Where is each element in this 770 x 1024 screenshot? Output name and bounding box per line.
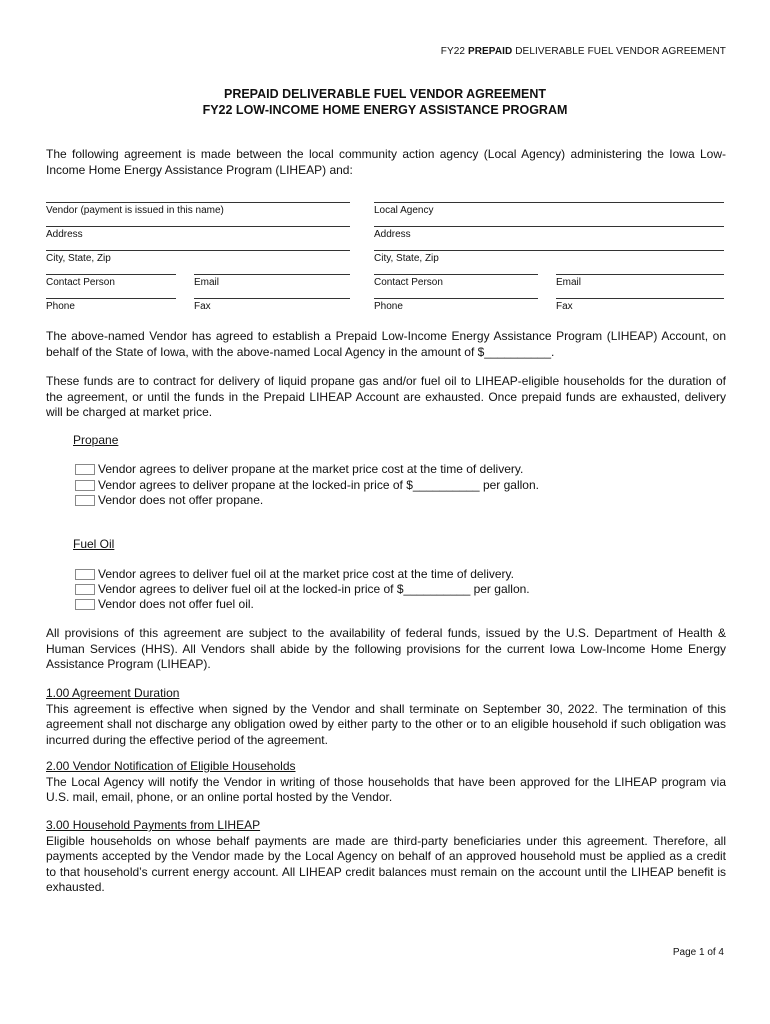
vendor-email-field[interactable]: Email xyxy=(194,274,350,289)
agency-email-field[interactable]: Email xyxy=(556,274,724,289)
running-header: FY22 PREPAID DELIVERABLE FUEL VENDOR AGREEMENT xyxy=(440,46,726,57)
vendor-address-field[interactable]: Address xyxy=(46,226,350,241)
page-number: Page 1 of 4 xyxy=(672,947,724,958)
checkbox[interactable] xyxy=(75,480,95,491)
vendor-contact-field[interactable]: Contact Person xyxy=(46,274,176,289)
agency-fax-field[interactable]: Fax xyxy=(556,298,724,313)
section-body: This agreement is effective when signed by the Vendor and shall terminate on September 30, 2022. The termination of this agreement shall not discharge any obligation owed by either party to the other or to an eligible household if such obligation was incurred during the effective period of the agreement. xyxy=(46,701,726,747)
fuel-oil-heading: Fuel Oil xyxy=(73,537,115,551)
section-heading: 1.00 Agreement Duration xyxy=(46,686,180,700)
account-paragraph: The above-named Vendor has agreed to establish a Prepaid Low-Income Energy Assistance Program (LIHEAP) Account, on behalf of the State of Iowa, with the above-named Local Agency in the amount of $__________. xyxy=(46,329,726,359)
section-body: The Local Agency will notify the Vendor in writing of those households that have been approved for the LIHEAP program via U.S. mail, email, phone, or an online portal hosted by the Vendor. xyxy=(46,774,726,804)
agency-contact-field[interactable]: Contact Person xyxy=(374,274,538,289)
local-agency-field[interactable]: Local Agency xyxy=(374,202,724,217)
provisions-paragraph: All provisions of this agreement are subject to the availability of federal funds, issued by the U.S. Department of Health & Human Services (HHS). All Vendors shall abide by the following provisions for the current Iowa Low-Income Home Energy Assistance Program (LIHEAP). xyxy=(46,626,726,671)
propane-option-none[interactable]: Vendor does not offer propane. xyxy=(75,493,263,507)
vendor-fax-field[interactable]: Fax xyxy=(194,298,350,313)
section-3 xyxy=(46,818,726,896)
agency-city-field[interactable]: City, State, Zip xyxy=(374,250,724,265)
checkbox[interactable] xyxy=(75,569,95,580)
section-heading: 3.00 Household Payments from LIHEAP xyxy=(46,818,261,832)
fuel-oil-option-none[interactable]: Vendor does not offer fuel oil. xyxy=(75,597,254,611)
checkbox[interactable] xyxy=(75,495,95,506)
checkbox[interactable] xyxy=(75,599,95,610)
checkbox[interactable] xyxy=(75,464,95,475)
vendor-phone-field[interactable]: Phone xyxy=(46,298,176,313)
document-subtitle: FY22 LOW-INCOME HOME ENERGY ASSISTANCE PROGRAM xyxy=(202,103,568,117)
checkbox[interactable] xyxy=(75,584,95,595)
agency-address-field[interactable]: Address xyxy=(374,226,724,241)
vendor-field[interactable]: Vendor (payment is issued in this name) xyxy=(46,202,350,217)
propane-option-market[interactable]: Vendor agrees to deliver propane at the market price cost at the time of delivery. xyxy=(75,462,523,476)
propane-option-locked[interactable]: Vendor agrees to deliver propane at the locked-in price of $__________ per gallon. xyxy=(75,478,539,492)
funds-paragraph: These funds are to contract for delivery of liquid propane gas and/or fuel oil to LIHEAP-eligible households for the duration of the agreement, or until the funds in the Prepaid LIHEAP Account are exhausted. Once prepaid funds are exhausted, delivery will be charged at market price. xyxy=(46,374,726,419)
fuel-oil-option-market[interactable]: Vendor agrees to deliver fuel oil at the market price cost at the time of delivery. xyxy=(75,567,514,581)
agency-phone-field[interactable]: Phone xyxy=(374,298,538,313)
fuel-oil-option-locked[interactable]: Vendor agrees to deliver fuel oil at the locked-in price of $__________ per gallon. xyxy=(75,582,530,596)
section-1 xyxy=(46,686,726,748)
propane-heading: Propane xyxy=(73,433,119,447)
document-title: PREPAID DELIVERABLE FUEL VENDOR AGREEMENT xyxy=(223,87,547,101)
section-heading: 2.00 Vendor Notification of Eligible Households xyxy=(46,759,296,773)
section-body: Eligible households on whose behalf payments are made are third-party beneficiaries under this agreement. Therefore, all payments accepted by the Vendor made by the Local Agency on behalf of an approved household must be applied as a credit to that household’s current energy account. All LIHEAP credit balances must remain on the account until the LIHEAP benefit is exhausted. xyxy=(46,833,726,894)
intro-paragraph: The following agreement is made between the local community action agency (Local Agency) administering the Iowa Low-Income Home Energy Assistance Program (LIHEAP) and: xyxy=(46,147,726,177)
vendor-city-field[interactable]: City, State, Zip xyxy=(46,250,350,265)
section-2 xyxy=(46,759,726,806)
